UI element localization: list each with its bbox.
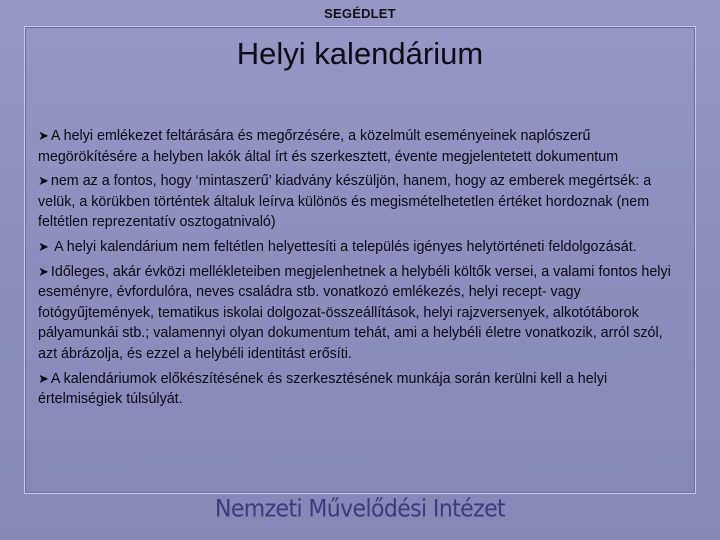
list-item [38, 262, 680, 365]
slide-title: Helyi kalendárium [236, 36, 484, 71]
list-item [38, 126, 680, 167]
list-item [38, 171, 680, 233]
bullet-list [38, 126, 680, 414]
header-label: SEGÉDLET [324, 6, 396, 21]
arrow-right-bullet-icon: ➤ [38, 370, 49, 386]
bullet-text: Időleges, akár évközi mellékleteiben megjelenhetnek a helybéli költők versei, a valami fontos helyi eseményre, évfordulóra, neves családra stb. vonatkozó emlékezés, helyi recept- vagy fotógyűjtemények, tematikus iskolai dolgozat-összeállítások, helyi rajzversenyek, alkotótáborok pályamunkái stb.; valamennyi olyan dokumentum tehát, ami a helybéli életre vonatkozik, arról szól, azt ábrázolja, és ezzel a helybéli identitást erősíti. [38, 263, 671, 362]
bullet-text: nem az a fontos, hogy ‘mintaszerű’ kiadvány készüljön, hanem, hogy az emberek megértsék: a velük, a körükben történtek általuk leírva különös és megismételhetetlen értéket hordoznak (nem feltétlen reprezentatív osztogatnivaló) [38, 173, 652, 231]
list-item [38, 369, 680, 410]
arrow-right-bullet-icon: ➤ [38, 238, 49, 254]
bullet-text: A kalendáriumok előkészítésének és szerkesztésének munkája során kerülni kell a helyi értelmiségiek túlsúlyát. [38, 370, 608, 408]
arrow-right-bullet-icon: ➤ [38, 173, 49, 189]
footer-logo-text: Nemzeti Művelődési Intézet [214, 495, 506, 524]
arrow-right-bullet-icon: ➤ [38, 128, 49, 143]
arrow-right-bullet-icon: ➤ [38, 263, 49, 279]
list-item [38, 237, 680, 258]
bullet-text: A helyi kalendárium nem feltétlen helyettesíti a település igényes helytörténeti feldolgozását. [50, 238, 637, 255]
bullet-text: A helyi emlékezet feltárására és megőrzésére, a közelmúlt eseményeinek naplószerű megörökítésére a helyben lakók által írt és szerkesztett, évente megjelentetett dokumentum [38, 128, 619, 165]
